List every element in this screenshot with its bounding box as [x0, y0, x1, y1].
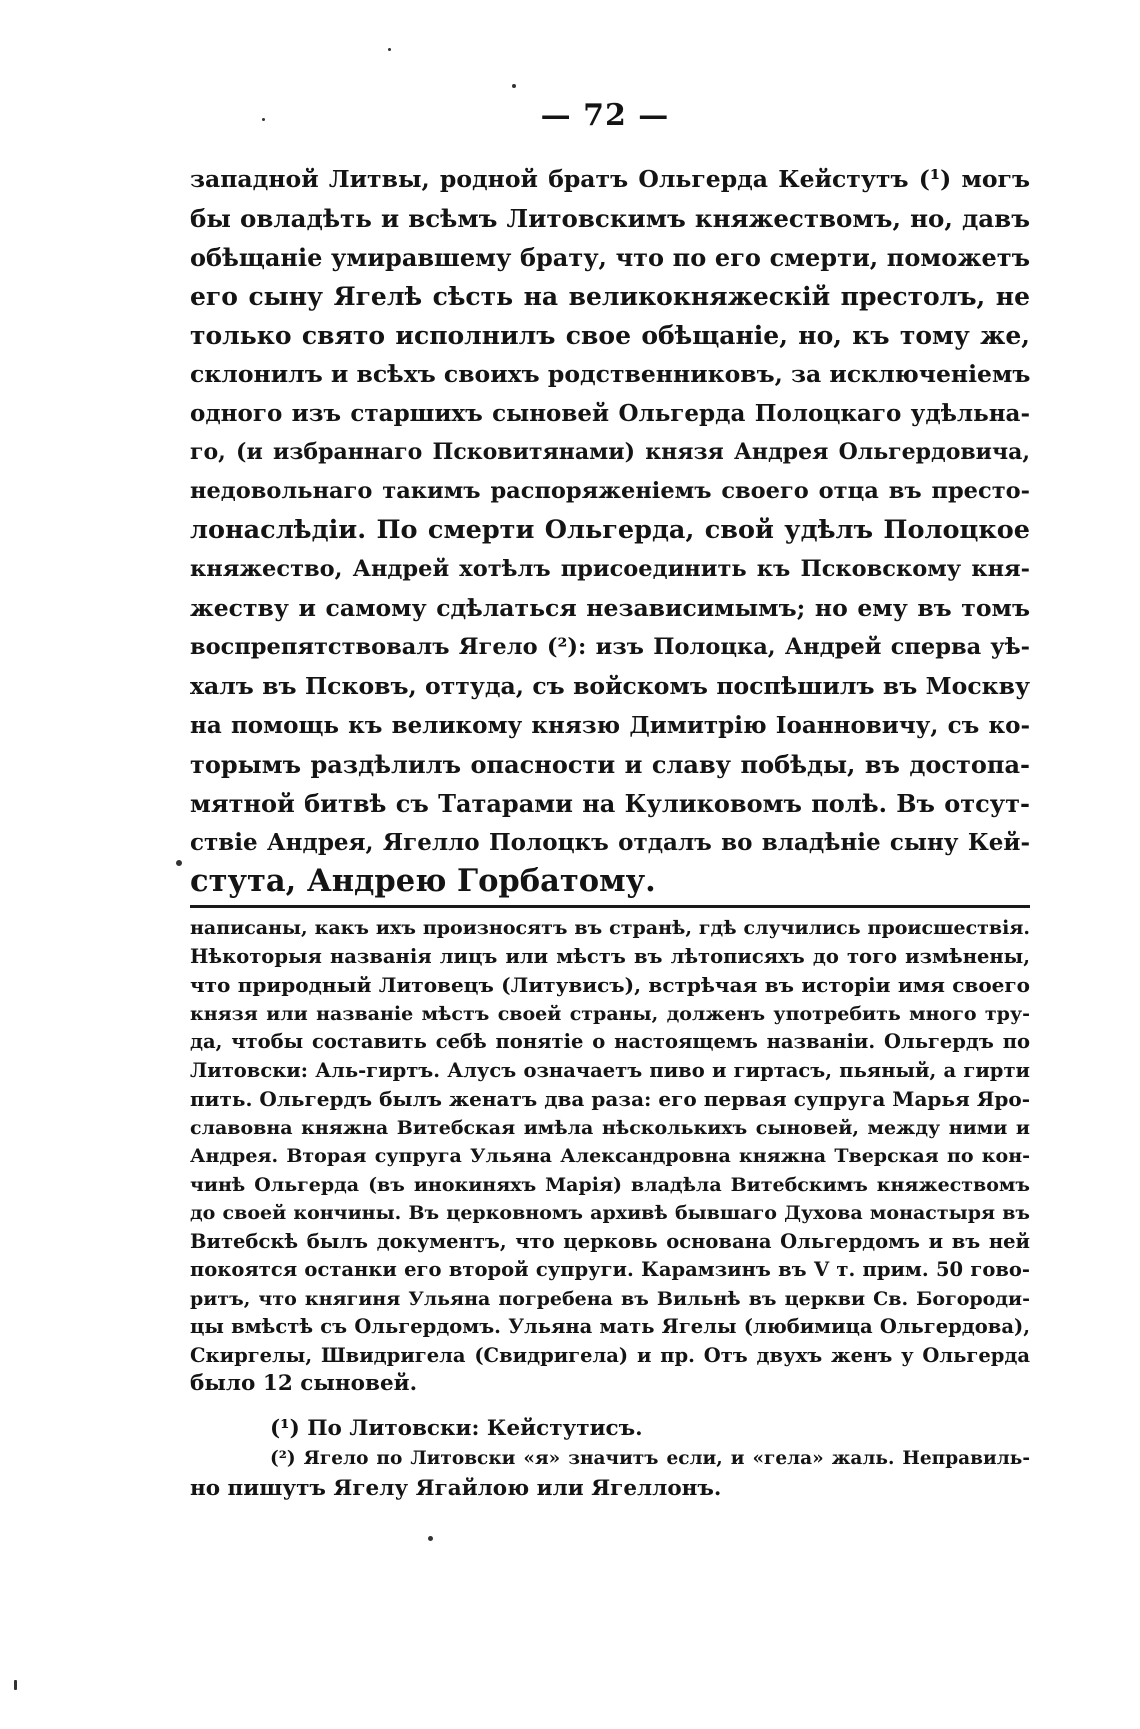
main-line: лонаслѣдіи. По смерти Ольгерда, свой удѣлъ Полоцкое [190, 515, 1030, 545]
main-line: бы овладѣть и всѣмъ Литовскимъ княжествомъ, но, давъ [190, 204, 1030, 233]
main-line: халъ въ Псковъ, оттуда, съ войскомъ поспѣшилъ въ Москву [190, 672, 1030, 700]
footnote-2: (²) Ягело по Литовски «я» значитъ если, и «гела» жаль. Неправиль- [270, 1448, 1030, 1469]
note-line: пить. Ольгердъ былъ женатъ два раза: его первая супруга Марья Яро- [190, 1087, 1030, 1111]
note-line: Андрея. Вторая супруга Ульяна Александровна княжна Тверская по кон- [190, 1145, 1030, 1167]
note-line: ритъ, что княгиня Ульяна погребена въ Вильнѣ въ церкви Св. Богороди- [190, 1287, 1030, 1310]
main-line: го, (и избраннаго Псковитянами) князя Андрея Ольгердовича, [190, 439, 1030, 465]
footnote-divider [190, 905, 1030, 908]
footnote-1: (¹) По Литовски: Кейстутисъ. [270, 1416, 643, 1441]
scan-speck [262, 118, 265, 121]
note-line: что природный Литовецъ (Литувисъ), встрѣчая въ исторіи имя своего [190, 973, 1030, 997]
main-line: жеству и самому сдѣлаться независимымъ; но ему въ томъ [190, 594, 1030, 622]
note-line: написаны, какъ ихъ произносятъ въ странѣ, гдѣ случились происшествія. [190, 917, 1030, 939]
main-line: воспрепятствовалъ Ягело (²): изъ Полоцка, Андрей сперва уѣ- [190, 634, 1030, 660]
note-line: Нѣкоторыя названія лицъ или мѣстъ въ лѣтописяхъ до того измѣнены, [190, 944, 1030, 968]
main-line: стута, Андрею Горбатому. [190, 863, 656, 899]
note-line: было 12 сыновей. [190, 1371, 418, 1396]
scan-speck [388, 48, 391, 51]
main-line: одного изъ старшихъ сыновей Ольгерда Полоцкаго удѣльна- [190, 400, 1030, 427]
main-line: на помощь къ великому князю Димитрію Іоанновичу, съ ко- [190, 712, 1030, 739]
note-line: князя или названіе мѣстъ своей страны, долженъ употребить много тру- [190, 1002, 1030, 1025]
note-line: покоятся останки его второй супруги. Карамзинъ въ V т. прим. 50 гово- [190, 1258, 1030, 1281]
main-line: обѣщаніе умиравшему брату, что по его смерти, поможетъ [190, 243, 1030, 272]
main-line: западной Литвы, родной братъ Ольгерда Кейстутъ (¹) могъ [190, 165, 1030, 193]
note-line: до своей кончины. Въ церковномъ архивѣ бывшаго Духова монастыря въ [190, 1202, 1030, 1224]
main-text [190, 160, 1030, 901]
note-line: Литовски: Аль-гиртъ. Алусъ означаетъ пиво и гиртасъ, пьяный, а гирти [190, 1058, 1030, 1082]
main-line: торымъ раздѣлилъ опасности и славу побѣды, въ достопа- [190, 750, 1030, 779]
scan-speck [14, 1680, 17, 1690]
note-line: Скиргелы, Швидригела (Свидригела) и пр. Отъ двухъ женъ у Ольгерда [190, 1343, 1030, 1367]
scan-speck [428, 1536, 433, 1541]
page-number: — 72 — [540, 98, 670, 133]
scan-speck [176, 860, 182, 866]
note-line: славовна княжна Витебская имѣла нѣсколькихъ сыновей, между ними и [190, 1116, 1030, 1139]
note-line: чинѣ Ольгерда (въ инокиняхъ Марія) владѣла Витебскимъ княжествомъ [190, 1173, 1030, 1196]
main-line: мятной битвѣ съ Татарами на Куликовомъ полѣ. Въ отсут- [190, 789, 1030, 818]
main-line: недовольнаго такимъ распоряженіемъ своего отца въ престо- [190, 478, 1030, 504]
note-line: Витебскѣ былъ документъ, что церковь основана Ольгердомъ и въ ней [190, 1229, 1030, 1253]
main-line: ствіе Андрея, Ягелло Полоцкъ отдалъ во владѣніе сыну Кей- [190, 829, 1030, 856]
main-line: его сыну Ягелѣ сѣсть на великокняжескій престолъ, не [190, 282, 1030, 311]
footnote-2-continuation: но пишутъ Ягелу Ягайлою или Ягеллонъ. [190, 1476, 722, 1501]
main-line: княжество, Андрей хотѣлъ присоединить къ Псковскому кня- [190, 556, 1030, 582]
continued-footnote [190, 914, 1030, 1399]
footnotes [190, 1414, 1030, 1504]
main-line: только свято исполнилъ свое обѣщаніе, но, къ тому же, [190, 321, 1030, 350]
main-line: склонилъ и всѣхъ своихъ родственниковъ, за исключеніемъ [190, 360, 1030, 388]
scan-speck [512, 84, 516, 88]
note-line: да, чтобы составить себѣ понятіе о настоящемъ названіи. Ольгердъ по [190, 1030, 1030, 1053]
note-line: цы вмѣстѣ съ Ольгердомъ. Ульяна мать Ягелы (любимица Ольгердова), [190, 1315, 1030, 1338]
